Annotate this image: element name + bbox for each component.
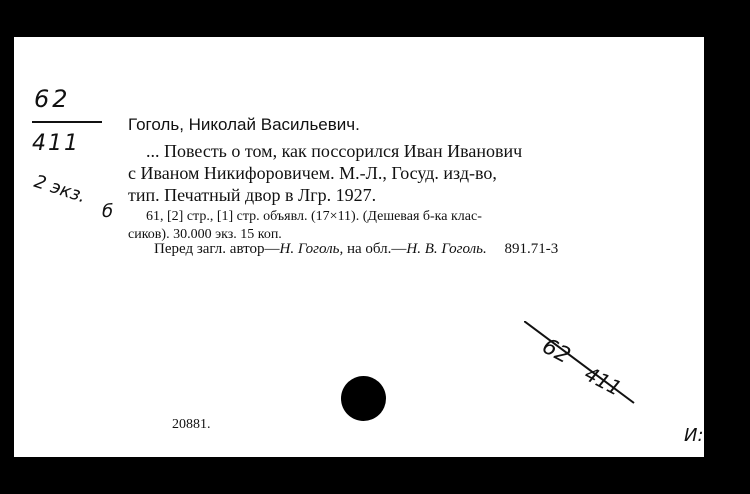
title-line-3: тип. Печатный двор в Лгр. 1927. [128,185,377,205]
note-author-1: Н. Гоголь, [279,241,344,257]
title-line-1: ... Повесть о том, как поссорился Иван Иванович [146,141,523,161]
copies-mark: б [102,201,114,222]
card-number: 20881. [172,417,211,432]
stamp-slash-icon [524,321,644,411]
collation-line-1: 61, [2] стр., [1] стр. объявл. (17×11). (Дешевая б-ка клас- [146,209,482,224]
note-line [154,241,558,258]
copies-note: 2 экз. [31,171,89,208]
corner-mark: И: [684,425,704,446]
classification-number: 891.71-3 [504,241,559,257]
handwritten-call-stamp [524,321,644,411]
note-prefix: Перед загл. автор— [154,241,280,257]
call-number-divider [32,121,102,123]
note-middle: на обл.— [343,241,407,257]
collation-line-2: сиков). 30.000 экз. 15 коп. [128,227,282,242]
stamp-number: 62 [537,333,575,370]
card-punch-hole [341,376,386,421]
author-heading: Гоголь, Николай Васильевич. [128,115,360,134]
stamp-number-2: 411 [580,361,626,401]
title-line-2: с Иваном Никифоровичем. М.-Л., Госуд. изд-во, [128,163,497,183]
call-number-bottom: 411 [32,131,80,156]
note-author-2: Н. В. Гоголь. [406,241,487,257]
call-number-top: 62 [34,85,71,113]
